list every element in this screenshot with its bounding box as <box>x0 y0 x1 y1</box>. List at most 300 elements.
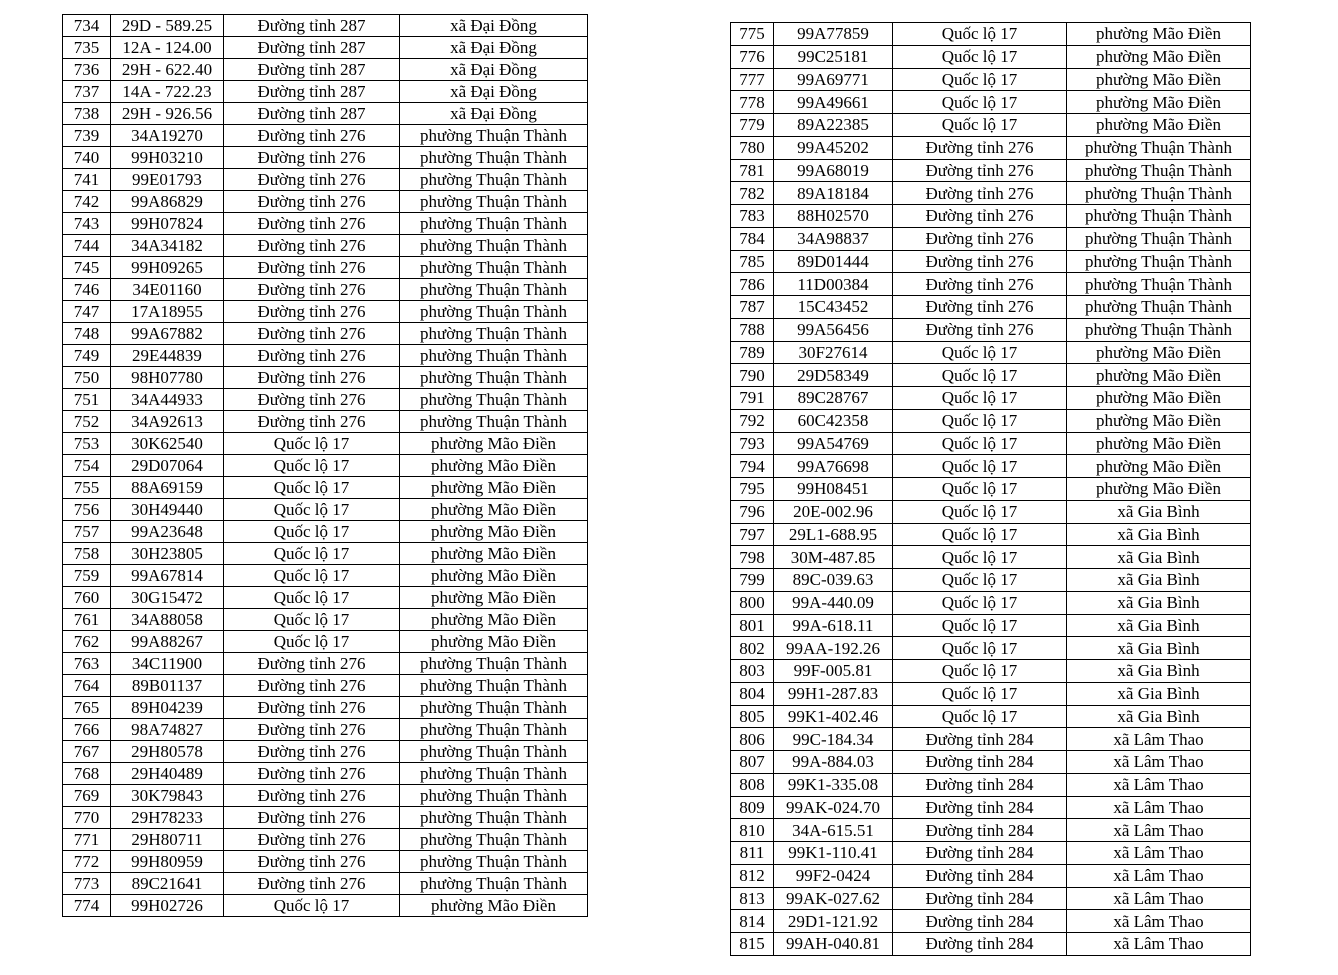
table-row <box>63 455 588 477</box>
table-row <box>63 345 588 367</box>
ward-cell: phường Thuận Thành <box>1067 273 1251 296</box>
license-plate-cell: 34A88058 <box>111 609 224 631</box>
row-number-cell: 742 <box>63 191 111 213</box>
license-plate-cell: 99A88267 <box>111 631 224 653</box>
road-cell: Quốc lộ 17 <box>893 432 1067 455</box>
ward-cell: phường Thuận Thành <box>1067 136 1251 159</box>
table-row <box>731 136 1251 159</box>
license-plate-cell: 99A49661 <box>774 91 893 114</box>
row-number-cell: 813 <box>731 887 774 910</box>
road-cell: Đường tỉnh 276 <box>224 213 400 235</box>
row-number-cell: 750 <box>63 367 111 389</box>
license-plate-cell: 99A54769 <box>774 432 893 455</box>
table-row <box>731 751 1251 774</box>
ward-cell: phường Thuận Thành <box>400 697 588 719</box>
road-cell: Quốc lộ 17 <box>893 682 1067 705</box>
road-cell: Quốc lộ 17 <box>893 341 1067 364</box>
row-number-cell: 808 <box>731 773 774 796</box>
license-plate-cell: 99A68019 <box>774 159 893 182</box>
table-row <box>731 23 1251 46</box>
ward-cell: phường Thuận Thành <box>400 785 588 807</box>
road-cell: Quốc lộ 17 <box>893 114 1067 137</box>
ward-cell: phường Mão Điền <box>400 455 588 477</box>
ward-cell: xã Lâm Thao <box>1067 751 1251 774</box>
license-plate-cell: 34A98837 <box>774 227 893 250</box>
ward-cell: phường Mão Điền <box>1067 409 1251 432</box>
ward-cell: xã Gia Bình <box>1067 500 1251 523</box>
row-number-cell: 755 <box>63 477 111 499</box>
license-plate-cell: 99A77859 <box>774 23 893 46</box>
license-plate-cell: 99H07824 <box>111 213 224 235</box>
table-row <box>731 114 1251 137</box>
road-cell: Đường tỉnh 276 <box>224 345 400 367</box>
ward-cell: xã Lâm Thao <box>1067 864 1251 887</box>
road-cell: Đường tỉnh 287 <box>224 15 400 37</box>
road-cell: Quốc lộ 17 <box>893 455 1067 478</box>
road-cell: Đường tỉnh 287 <box>224 59 400 81</box>
ward-cell: phường Thuận Thành <box>1067 296 1251 319</box>
license-plate-cell: 99H1-287.83 <box>774 682 893 705</box>
row-number-cell: 791 <box>731 387 774 410</box>
road-cell: Quốc lộ 17 <box>224 587 400 609</box>
license-plate-cell: 99AK-027.62 <box>774 887 893 910</box>
road-cell: Quốc lộ 17 <box>893 523 1067 546</box>
road-cell: Quốc lộ 17 <box>893 660 1067 683</box>
table-row <box>731 364 1251 387</box>
road-cell: Đường tỉnh 276 <box>224 367 400 389</box>
license-plate-cell: 89C21641 <box>111 873 224 895</box>
violation-table-right <box>730 22 1251 956</box>
table-row <box>63 829 588 851</box>
row-number-cell: 796 <box>731 500 774 523</box>
road-cell: Đường tỉnh 284 <box>893 864 1067 887</box>
table-row <box>63 103 588 125</box>
table-row <box>731 523 1251 546</box>
road-cell: Đường tỉnh 276 <box>893 182 1067 205</box>
road-cell: Đường tỉnh 276 <box>224 851 400 873</box>
table-row <box>63 675 588 697</box>
road-cell: Quốc lộ 17 <box>893 614 1067 637</box>
table-row <box>731 478 1251 501</box>
road-cell: Đường tỉnh 276 <box>224 829 400 851</box>
row-number-cell: 781 <box>731 159 774 182</box>
ward-cell: phường Thuận Thành <box>1067 318 1251 341</box>
road-cell: Quốc lộ 17 <box>893 387 1067 410</box>
road-cell: Đường tỉnh 276 <box>224 653 400 675</box>
row-number-cell: 803 <box>731 660 774 683</box>
row-number-cell: 797 <box>731 523 774 546</box>
table-body-left <box>63 15 588 917</box>
license-plate-cell: 30H23805 <box>111 543 224 565</box>
road-cell: Đường tỉnh 276 <box>893 250 1067 273</box>
row-number-cell: 772 <box>63 851 111 873</box>
row-number-cell: 809 <box>731 796 774 819</box>
road-cell: Đường tỉnh 276 <box>224 279 400 301</box>
road-cell: Đường tỉnh 276 <box>893 136 1067 159</box>
row-number-cell: 776 <box>731 45 774 68</box>
ward-cell: xã Đại Đồng <box>400 103 588 125</box>
ward-cell: phường Thuận Thành <box>400 851 588 873</box>
license-plate-cell: 89A22385 <box>774 114 893 137</box>
license-plate-cell: 99A-618.11 <box>774 614 893 637</box>
ward-cell: xã Gia Bình <box>1067 569 1251 592</box>
license-plate-cell: 99A67814 <box>111 565 224 587</box>
license-plate-cell: 89H04239 <box>111 697 224 719</box>
table-row <box>731 682 1251 705</box>
table-row <box>63 697 588 719</box>
road-cell: Đường tỉnh 276 <box>893 227 1067 250</box>
table-row <box>731 159 1251 182</box>
ward-cell: phường Thuận Thành <box>400 367 588 389</box>
road-cell: Đường tỉnh 276 <box>224 235 400 257</box>
row-number-cell: 751 <box>63 389 111 411</box>
ward-cell: xã Gia Bình <box>1067 682 1251 705</box>
ward-cell: phường Thuận Thành <box>400 235 588 257</box>
ward-cell: phường Mão Điền <box>1067 45 1251 68</box>
license-plate-cell: 99H09265 <box>111 257 224 279</box>
ward-cell: phường Thuận Thành <box>400 389 588 411</box>
row-number-cell: 787 <box>731 296 774 319</box>
table-row <box>63 873 588 895</box>
ward-cell: phường Mão Điền <box>1067 91 1251 114</box>
ward-cell: phường Thuận Thành <box>400 125 588 147</box>
license-plate-cell: 34A44933 <box>111 389 224 411</box>
ward-cell: phường Mão Điền <box>400 895 588 917</box>
license-plate-cell: 89A18184 <box>774 182 893 205</box>
license-plate-cell: 30K62540 <box>111 433 224 455</box>
road-cell: Quốc lộ 17 <box>224 499 400 521</box>
ward-cell: phường Thuận Thành <box>400 279 588 301</box>
road-cell: Quốc lộ 17 <box>224 455 400 477</box>
row-number-cell: 800 <box>731 591 774 614</box>
road-cell: Đường tỉnh 284 <box>893 933 1067 956</box>
row-number-cell: 739 <box>63 125 111 147</box>
license-plate-cell: 14A - 722.23 <box>111 81 224 103</box>
license-plate-cell: 99AA-192.26 <box>774 637 893 660</box>
row-number-cell: 745 <box>63 257 111 279</box>
ward-cell: xã Gia Bình <box>1067 705 1251 728</box>
row-number-cell: 814 <box>731 910 774 933</box>
road-cell: Quốc lộ 17 <box>893 409 1067 432</box>
road-cell: Quốc lộ 17 <box>893 91 1067 114</box>
row-number-cell: 766 <box>63 719 111 741</box>
table-row <box>63 477 588 499</box>
license-plate-cell: 29H40489 <box>111 763 224 785</box>
ward-cell: phường Thuận Thành <box>400 213 588 235</box>
row-number-cell: 738 <box>63 103 111 125</box>
row-number-cell: 785 <box>731 250 774 273</box>
license-plate-cell: 99C-184.34 <box>774 728 893 751</box>
row-number-cell: 806 <box>731 728 774 751</box>
row-number-cell: 810 <box>731 819 774 842</box>
row-number-cell: 793 <box>731 432 774 455</box>
table-row <box>63 81 588 103</box>
license-plate-cell: 29D1-121.92 <box>774 910 893 933</box>
row-number-cell: 795 <box>731 478 774 501</box>
table-row <box>63 301 588 323</box>
license-plate-cell: 99AH-040.81 <box>774 933 893 956</box>
license-plate-cell: 89B01137 <box>111 675 224 697</box>
road-cell: Đường tỉnh 284 <box>893 842 1067 865</box>
road-cell: Đường tỉnh 276 <box>893 318 1067 341</box>
license-plate-cell: 89C28767 <box>774 387 893 410</box>
license-plate-cell: 99K1-335.08 <box>774 773 893 796</box>
table-row <box>63 587 588 609</box>
ward-cell: xã Gia Bình <box>1067 637 1251 660</box>
ward-cell: phường Thuận Thành <box>1067 227 1251 250</box>
license-plate-cell: 99F2-0424 <box>774 864 893 887</box>
ward-cell: phường Mão Điền <box>1067 478 1251 501</box>
ward-cell: phường Thuận Thành <box>400 411 588 433</box>
license-plate-cell: 29E44839 <box>111 345 224 367</box>
table-row <box>63 323 588 345</box>
road-cell: Quốc lộ 17 <box>224 631 400 653</box>
license-plate-cell: 89C-039.63 <box>774 569 893 592</box>
row-number-cell: 758 <box>63 543 111 565</box>
ward-cell: phường Thuận Thành <box>400 807 588 829</box>
road-cell: Đường tỉnh 276 <box>224 169 400 191</box>
license-plate-cell: 60C42358 <box>774 409 893 432</box>
license-plate-cell: 98H07780 <box>111 367 224 389</box>
ward-cell: phường Mão Điền <box>400 521 588 543</box>
row-number-cell: 747 <box>63 301 111 323</box>
road-cell: Quốc lộ 17 <box>893 569 1067 592</box>
table-row <box>63 235 588 257</box>
road-cell: Đường tỉnh 284 <box>893 819 1067 842</box>
license-plate-cell: 34A92613 <box>111 411 224 433</box>
road-cell: Đường tỉnh 284 <box>893 751 1067 774</box>
table-row <box>63 279 588 301</box>
license-plate-cell: 99A-440.09 <box>774 591 893 614</box>
table-row <box>63 741 588 763</box>
row-number-cell: 784 <box>731 227 774 250</box>
ward-cell: phường Mão Điền <box>1067 364 1251 387</box>
row-number-cell: 790 <box>731 364 774 387</box>
row-number-cell: 749 <box>63 345 111 367</box>
road-cell: Quốc lộ 17 <box>893 478 1067 501</box>
road-cell: Đường tỉnh 276 <box>893 205 1067 228</box>
table-row <box>731 341 1251 364</box>
table-row <box>731 887 1251 910</box>
license-plate-cell: 99E01793 <box>111 169 224 191</box>
row-number-cell: 768 <box>63 763 111 785</box>
road-cell: Đường tỉnh 284 <box>893 796 1067 819</box>
row-number-cell: 754 <box>63 455 111 477</box>
table-row <box>63 213 588 235</box>
road-cell: Quốc lộ 17 <box>893 23 1067 46</box>
row-number-cell: 811 <box>731 842 774 865</box>
table-row <box>63 543 588 565</box>
row-number-cell: 767 <box>63 741 111 763</box>
table-row <box>731 205 1251 228</box>
license-plate-cell: 34C11900 <box>111 653 224 675</box>
road-cell: Đường tỉnh 287 <box>224 81 400 103</box>
row-number-cell: 794 <box>731 455 774 478</box>
row-number-cell: 737 <box>63 81 111 103</box>
license-plate-cell: 99A-884.03 <box>774 751 893 774</box>
table-row <box>63 433 588 455</box>
license-plate-cell: 15C43452 <box>774 296 893 319</box>
road-cell: Đường tỉnh 287 <box>224 103 400 125</box>
table-row <box>63 191 588 213</box>
road-cell: Quốc lộ 17 <box>224 521 400 543</box>
road-cell: Đường tỉnh 276 <box>224 741 400 763</box>
table-row <box>731 569 1251 592</box>
ward-cell: phường Mão Điền <box>400 499 588 521</box>
license-plate-cell: 30K79843 <box>111 785 224 807</box>
row-number-cell: 812 <box>731 864 774 887</box>
license-plate-cell: 34A-615.51 <box>774 819 893 842</box>
ward-cell: xã Lâm Thao <box>1067 819 1251 842</box>
row-number-cell: 786 <box>731 273 774 296</box>
license-plate-cell: 11D00384 <box>774 273 893 296</box>
license-plate-cell: 99F-005.81 <box>774 660 893 683</box>
table-row <box>731 227 1251 250</box>
license-plate-cell: 29D58349 <box>774 364 893 387</box>
row-number-cell: 778 <box>731 91 774 114</box>
ward-cell: xã Đại Đồng <box>400 59 588 81</box>
table-row <box>731 728 1251 751</box>
license-plate-cell: 99H08451 <box>774 478 893 501</box>
row-number-cell: 757 <box>63 521 111 543</box>
ward-cell: phường Thuận Thành <box>400 323 588 345</box>
ward-cell: phường Mão Điền <box>1067 23 1251 46</box>
table-row <box>731 432 1251 455</box>
row-number-cell: 805 <box>731 705 774 728</box>
ward-cell: phường Mão Điền <box>1067 455 1251 478</box>
row-number-cell: 756 <box>63 499 111 521</box>
table-row <box>731 591 1251 614</box>
road-cell: Đường tỉnh 276 <box>893 296 1067 319</box>
road-cell: Đường tỉnh 284 <box>893 887 1067 910</box>
ward-cell: phường Thuận Thành <box>400 873 588 895</box>
ward-cell: xã Đại Đồng <box>400 81 588 103</box>
ward-cell: phường Mão Điền <box>400 477 588 499</box>
road-cell: Đường tỉnh 284 <box>893 910 1067 933</box>
row-number-cell: 735 <box>63 37 111 59</box>
table-row <box>63 15 588 37</box>
row-number-cell: 782 <box>731 182 774 205</box>
license-plate-cell: 17A18955 <box>111 301 224 323</box>
table-row <box>731 614 1251 637</box>
ward-cell: phường Thuận Thành <box>400 829 588 851</box>
table-row <box>63 367 588 389</box>
road-cell: Quốc lộ 17 <box>224 433 400 455</box>
table-row <box>63 37 588 59</box>
table-row <box>63 609 588 631</box>
table-row <box>731 933 1251 956</box>
license-plate-cell: 88H02570 <box>774 205 893 228</box>
ward-cell: phường Mão Điền <box>400 609 588 631</box>
row-number-cell: 798 <box>731 546 774 569</box>
road-cell: Đường tỉnh 276 <box>893 273 1067 296</box>
ward-cell: phường Mão Điền <box>1067 114 1251 137</box>
table-row <box>63 851 588 873</box>
road-cell: Đường tỉnh 276 <box>224 301 400 323</box>
table-row <box>731 773 1251 796</box>
road-cell: Quốc lộ 17 <box>893 45 1067 68</box>
table-row <box>731 409 1251 432</box>
road-cell: Quốc lộ 17 <box>893 705 1067 728</box>
row-number-cell: 779 <box>731 114 774 137</box>
license-plate-cell: 12A - 124.00 <box>111 37 224 59</box>
table-row <box>63 565 588 587</box>
table-row <box>63 125 588 147</box>
row-number-cell: 771 <box>63 829 111 851</box>
license-plate-cell: 98A74827 <box>111 719 224 741</box>
row-number-cell: 760 <box>63 587 111 609</box>
table-row <box>731 819 1251 842</box>
road-cell: Đường tỉnh 276 <box>224 323 400 345</box>
table-row <box>63 521 588 543</box>
table-row <box>731 387 1251 410</box>
row-number-cell: 792 <box>731 409 774 432</box>
table-row <box>63 411 588 433</box>
row-number-cell: 763 <box>63 653 111 675</box>
violation-table-left <box>62 14 588 917</box>
ward-cell: xã Lâm Thao <box>1067 887 1251 910</box>
license-plate-cell: 29D07064 <box>111 455 224 477</box>
table-row <box>63 895 588 917</box>
ward-cell: phường Thuận Thành <box>400 147 588 169</box>
road-cell: Đường tỉnh 276 <box>224 411 400 433</box>
table-row <box>731 660 1251 683</box>
row-number-cell: 761 <box>63 609 111 631</box>
license-plate-cell: 99H80959 <box>111 851 224 873</box>
license-plate-cell: 20E-002.96 <box>774 500 893 523</box>
license-plate-cell: 99A86829 <box>111 191 224 213</box>
license-plate-cell: 99A23648 <box>111 521 224 543</box>
row-number-cell: 743 <box>63 213 111 235</box>
table-row <box>731 318 1251 341</box>
row-number-cell: 777 <box>731 68 774 91</box>
ward-cell: xã Gia Bình <box>1067 660 1251 683</box>
row-number-cell: 765 <box>63 697 111 719</box>
row-number-cell: 783 <box>731 205 774 228</box>
ward-cell: phường Mão Điền <box>1067 432 1251 455</box>
table-row <box>731 637 1251 660</box>
road-cell: Quốc lộ 17 <box>893 546 1067 569</box>
row-number-cell: 788 <box>731 318 774 341</box>
ward-cell: xã Đại Đồng <box>400 15 588 37</box>
road-cell: Quốc lộ 17 <box>224 565 400 587</box>
table-row <box>63 59 588 81</box>
ward-cell: xã Đại Đồng <box>400 37 588 59</box>
road-cell: Đường tỉnh 284 <box>893 773 1067 796</box>
road-cell: Quốc lộ 17 <box>224 543 400 565</box>
ward-cell: phường Thuận Thành <box>400 301 588 323</box>
row-number-cell: 775 <box>731 23 774 46</box>
ward-cell: phường Mão Điền <box>1067 387 1251 410</box>
table-row <box>731 296 1251 319</box>
row-number-cell: 744 <box>63 235 111 257</box>
ward-cell: phường Thuận Thành <box>400 257 588 279</box>
ward-cell: phường Mão Điền <box>400 587 588 609</box>
ward-cell: xã Gia Bình <box>1067 591 1251 614</box>
ward-cell: xã Gia Bình <box>1067 523 1251 546</box>
road-cell: Đường tỉnh 276 <box>224 257 400 279</box>
license-plate-cell: 29H80711 <box>111 829 224 851</box>
ward-cell: phường Mão Điền <box>400 565 588 587</box>
road-cell: Đường tỉnh 276 <box>224 697 400 719</box>
license-plate-cell: 88A69159 <box>111 477 224 499</box>
license-plate-cell: 99A56456 <box>774 318 893 341</box>
table-row <box>731 91 1251 114</box>
road-cell: Quốc lộ 17 <box>224 477 400 499</box>
ward-cell: phường Mão Điền <box>1067 68 1251 91</box>
ward-cell: phường Thuận Thành <box>400 169 588 191</box>
table-row <box>63 389 588 411</box>
